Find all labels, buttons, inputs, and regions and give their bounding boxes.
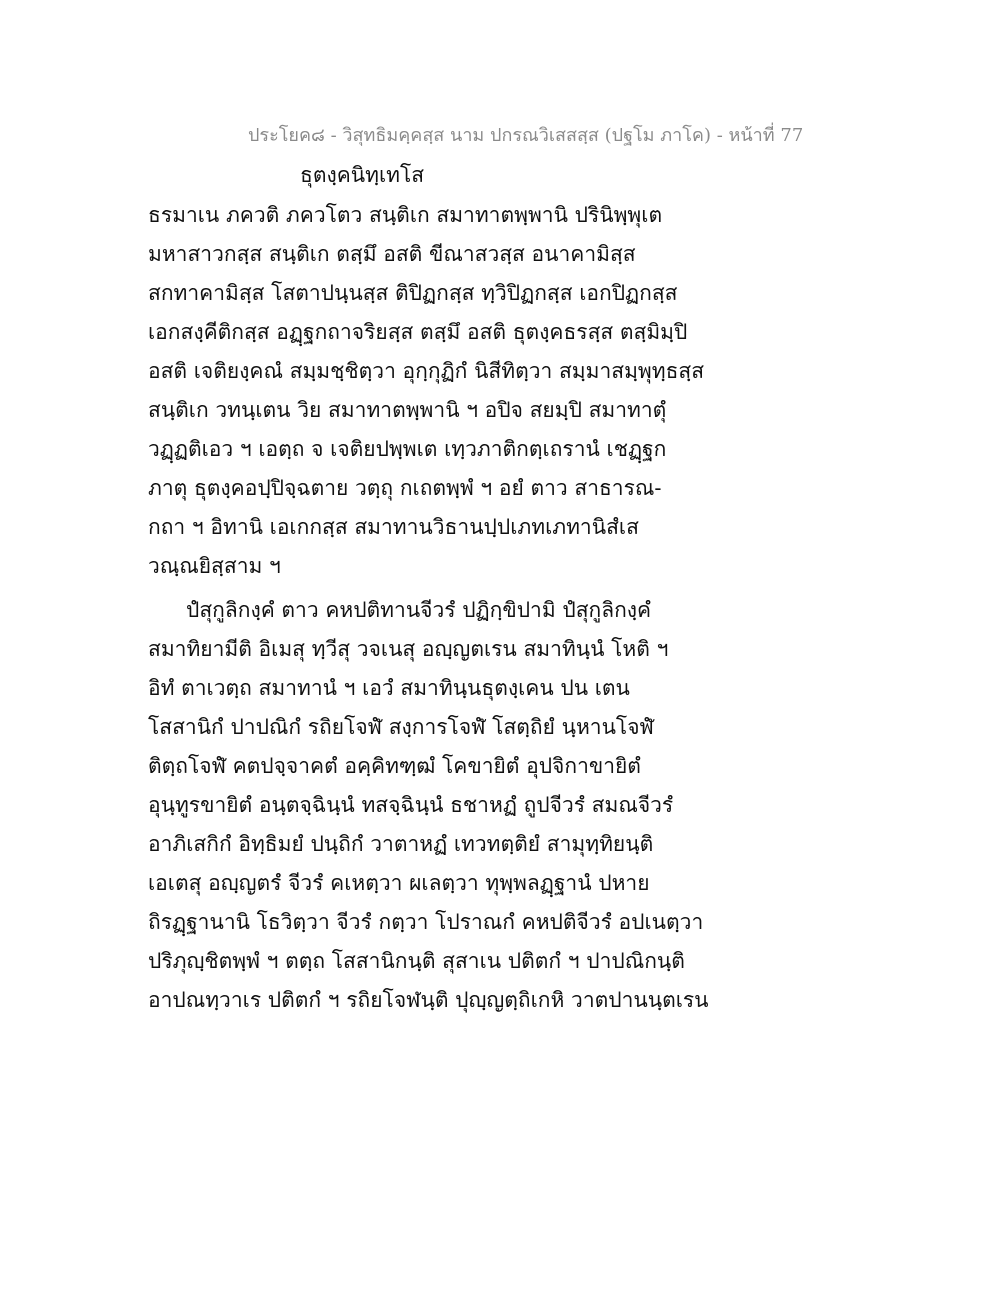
text-line: อาปณทฺวาเร ปติตกํ ฯ รถิยโจฬนฺติ ปุญฺญตฺถิเกหิ วาตปานนฺตเรน [148, 988, 709, 1012]
text-line: วณฺณยิสฺสาม ฯ [148, 554, 281, 578]
text-line: อุนฺทูรขายิตํ อนฺตจฺฉินฺนํ ทสจฺฉินฺนํ ธชาหฏํ ถูปจีวรํ สมณจีวรํ [148, 793, 674, 817]
text-line: ถิรฏฺฐานานิ โธวิตฺวา จีวรํ กตฺวา โปราณกํ คหปติจีวรํ อปเนตฺวา [148, 910, 704, 934]
text-line: ปํสุกูลิกงฺคํ ตาว คหปติทานจีวรํ ปฏิกฺขิปามิ ปํสุกูลิกงฺคํ [186, 598, 652, 622]
text-line: มหาสาวกสฺส สนฺติเก ตสฺมึ อสติ ขีณาสวสฺส อนาคามิสฺส [148, 242, 636, 266]
text-line: ภาตุ ธุตงฺคอปฺปิจฺฉตาย วตฺถุ กเถตพฺพํ ฯ อยํ ตาว สาธารณ- [148, 476, 662, 500]
text-line: สนฺติเก วทนฺเตน วิย สมาทาตพฺพานิ ฯ อปิจ สยมฺปิ สมาทาตุํ [148, 398, 667, 422]
text-line: วฏฺฏติเอว ฯ เอตฺถ จ เจติยปพฺพเต เทฺวภาติกตฺเถรานํ เชฏฺฐก [148, 437, 667, 461]
text-line: ปริภุญฺชิตพฺพํ ฯ ตตฺถ โสสานิกนฺติ สุสาเน ปติตกํ ฯ ปาปณิกนฺติ [148, 949, 685, 973]
section-title: ธุตงฺคนิทฺเทโส [300, 163, 425, 187]
text-line: เอเตสุ อญฺญตรํ จีวรํ คเหตฺวา ผเลตฺวา ทุพฺพลฏฺฐานํ ปหาย [148, 871, 650, 895]
text-line: โสสานิกํ ปาปณิกํ รถิยโจฬํ สงฺการโจฬํ โสตฺถิยํ นฺหานโจฬํ [148, 715, 654, 739]
text-line: เอกสงฺคีติกสฺส อฏฺฐกถาจริยสฺส ตสฺมึ อสติ ธุตงฺคธรสฺส ตสฺมิมฺปิ [148, 320, 688, 344]
text-line: กถา ฯ อิทานิ เอเกกสฺส สมาทานวิธานปฺปเภทเภทานิสํเส [148, 515, 639, 539]
text-line: อสติ เจติยงฺคณํ สมฺมชฺชิตฺวา อุกฺกุฏิกํ นิสีทิตฺวา สมฺมาสมฺพุทฺธสฺส [148, 359, 705, 383]
text-line: ธรมาเน ภควติ ภควโตว สนฺติเก สมาทาตพฺพานิ ปรินิพฺพุเต [148, 203, 663, 227]
text-line: อาภิเสกิกํ อิทฺธิมยํ ปนฺถิกํ วาตาหฏํ เทวทตฺติยํ สามุทฺทิยนฺติ [148, 832, 654, 856]
text-line: ติตฺถโจฬํ คตปจฺจาคตํ อคฺคิทฑฺฒํ โคขายิตํ อุปจิกาขายิตํ [148, 754, 641, 778]
text-line: อิทํ ตาเวตฺถ สมาทานํ ฯ เอวํ สมาทินฺนธุตงฺเคน ปน เตน [148, 676, 630, 700]
text-line: สมาทิยามีติ อิเมสุ ทฺวีสุ วจเนสุ อญฺญตเรน สมาทินฺนํ โหติ ฯ [148, 637, 669, 661]
running-header: ประโยค๘ - วิสุทธิมคฺคสฺส นาม ปกรณวิเสสสฺส (ปฐโม ภาโค) - หน้าที่ 77 [248, 125, 804, 146]
text-line: สกทาคามิสฺส โสตาปนฺนสฺส ติปิฏกสฺส ทฺวิปิฏกสฺส เอกปิฏกสฺส [148, 281, 678, 305]
